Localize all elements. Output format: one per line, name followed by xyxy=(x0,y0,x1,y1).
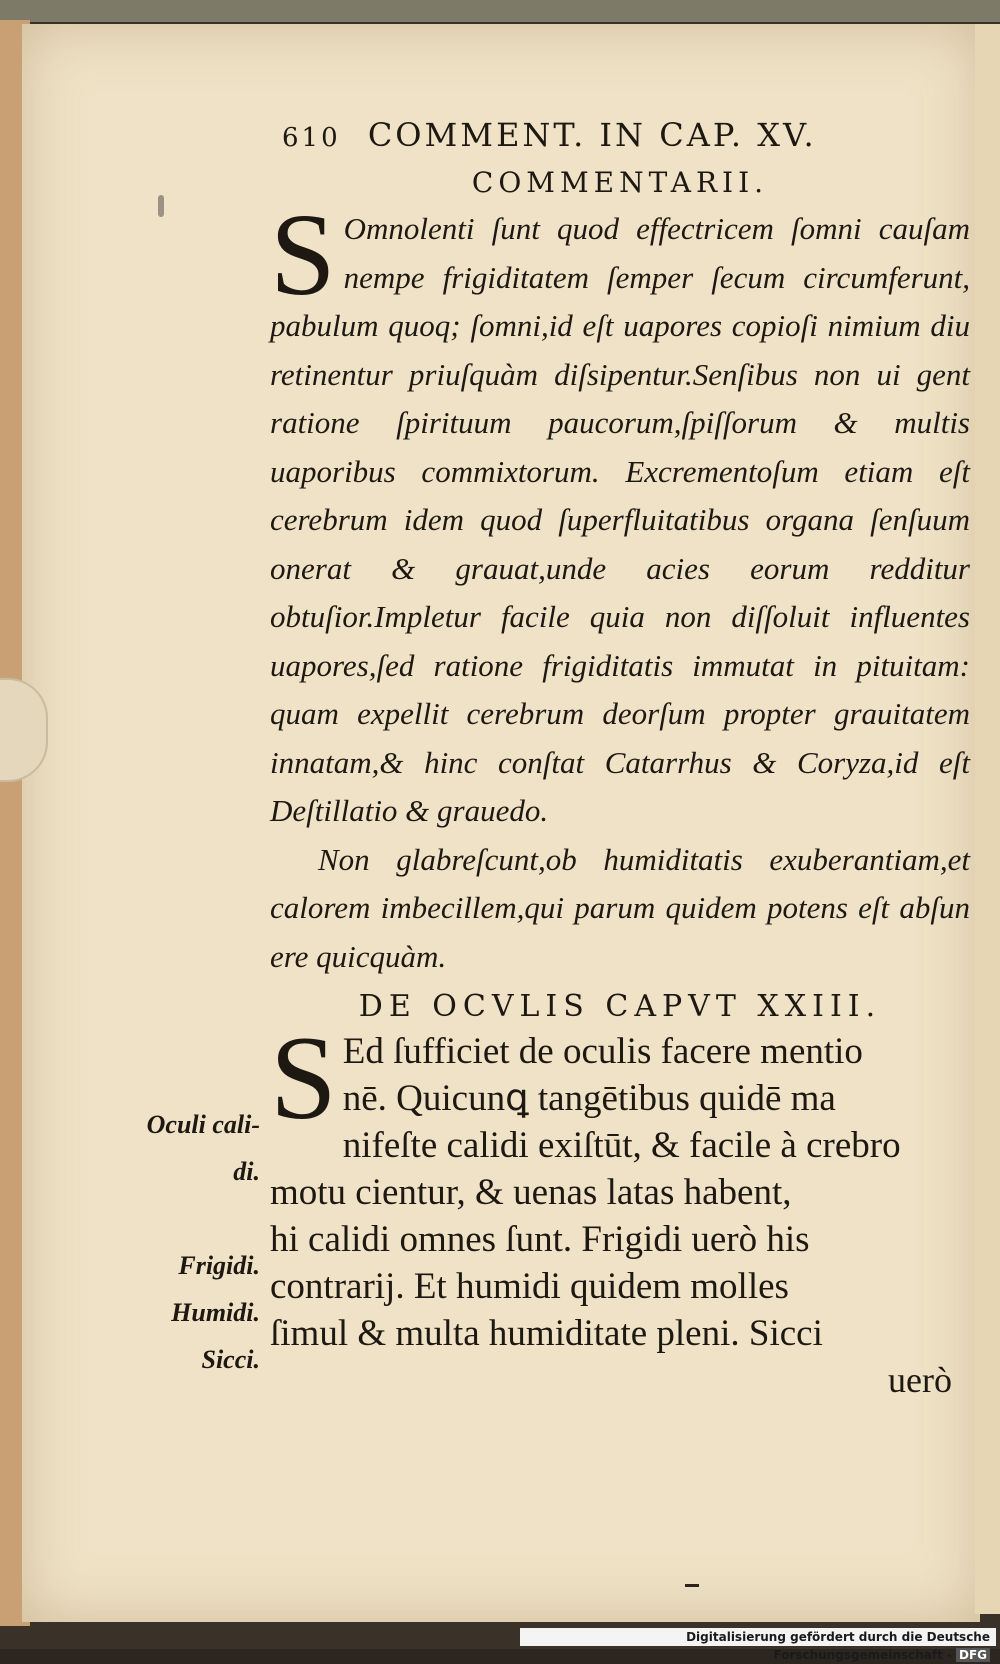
marginal-note: di. xyxy=(233,1157,260,1186)
chapter-line: Ed ſufficiet de oculis facere mentio xyxy=(342,1031,863,1072)
credit-text: Digitalisierung gefördert durch die Deutsche Forschungsgemeinschaft - xyxy=(686,1630,990,1662)
marginal-note: Sicci. xyxy=(201,1345,260,1374)
chapter-line: nifeſte calidi exiſtūt, & facile à crebro xyxy=(342,1125,901,1166)
chapter-title: DE OCVLIS CAPVT XXIII. xyxy=(358,989,882,1024)
page-number: 610 xyxy=(282,123,341,153)
marginal-note: Frigidi. xyxy=(178,1251,260,1280)
catchword: uerò xyxy=(888,1360,952,1400)
commentary-paragraph-1 xyxy=(270,189,970,836)
chapter-line: nē. Quicunꝗ tangētibus quidē ma xyxy=(342,1078,836,1119)
chapter-line: hi calidi omnes ſunt. Frigidi uerò his xyxy=(270,1219,810,1260)
page-content xyxy=(270,116,970,1404)
ink-stain xyxy=(158,195,164,217)
chapter-line: ſimul & multa humiditate pleni. Sicci xyxy=(270,1313,823,1354)
paragraph-1-text: Omnolenti ſunt quod effectricem ſomni cauſam nempe frigiditatem ſemper ſecum circumferunt, pabulum quoq; ſomni,id eſt uapores copioſi nimium diu retinentur priuſquàm diſsipentur.Senſibus non ui gent ratione ſpirituum paucorum,ſpiſſorum & multis uaporibus commixtorum. Excrementoſum etiam eſt cerebrum idem quod ſuperfluitatibus organa ſenſuum onerat & grauat,unde acies eorum redditur obtuſior.Impletur facile quia non diſſoluit influentes uapores,ſed ratione frigiditatis immutat in pituitam: quam expellit cerebrum deorſum propter grauitatem innatam,& hinc conſtat Catarrhus & Coryza,id eſt Deſtillatio & grauedo. xyxy=(270,211,970,828)
facing-page-edge xyxy=(975,24,1000,1614)
section-title: COMMENTARII. xyxy=(471,166,769,199)
marginal-note: Humidi. xyxy=(171,1298,260,1327)
commentary-text xyxy=(270,189,970,981)
chapter-line: motu cientur, & uenas latas habent, xyxy=(270,1172,792,1213)
digitization-credit xyxy=(520,1628,996,1662)
running-head-text: COMMENT. IN CAP. XV. xyxy=(367,116,817,154)
dfg-logo: DFG xyxy=(956,1648,990,1662)
page-foot-mark xyxy=(685,1584,699,1587)
drop-cap: S xyxy=(270,189,336,320)
running-head xyxy=(282,116,970,154)
commentary-paragraph-2: Non glabreſcunt,ob humiditatis exuberantiam,et calorem imbecillem,qui parum quidem potens eſt abſun ere quicquàm. xyxy=(270,841,970,974)
chapter-drop-cap: S xyxy=(270,1011,337,1144)
book-top-edge xyxy=(0,0,1000,22)
chapter-text xyxy=(270,1011,970,1404)
chapter-line: contrarij. Et humidi quidem molles xyxy=(270,1266,789,1307)
marginal-note: Oculi cali- xyxy=(146,1110,260,1139)
